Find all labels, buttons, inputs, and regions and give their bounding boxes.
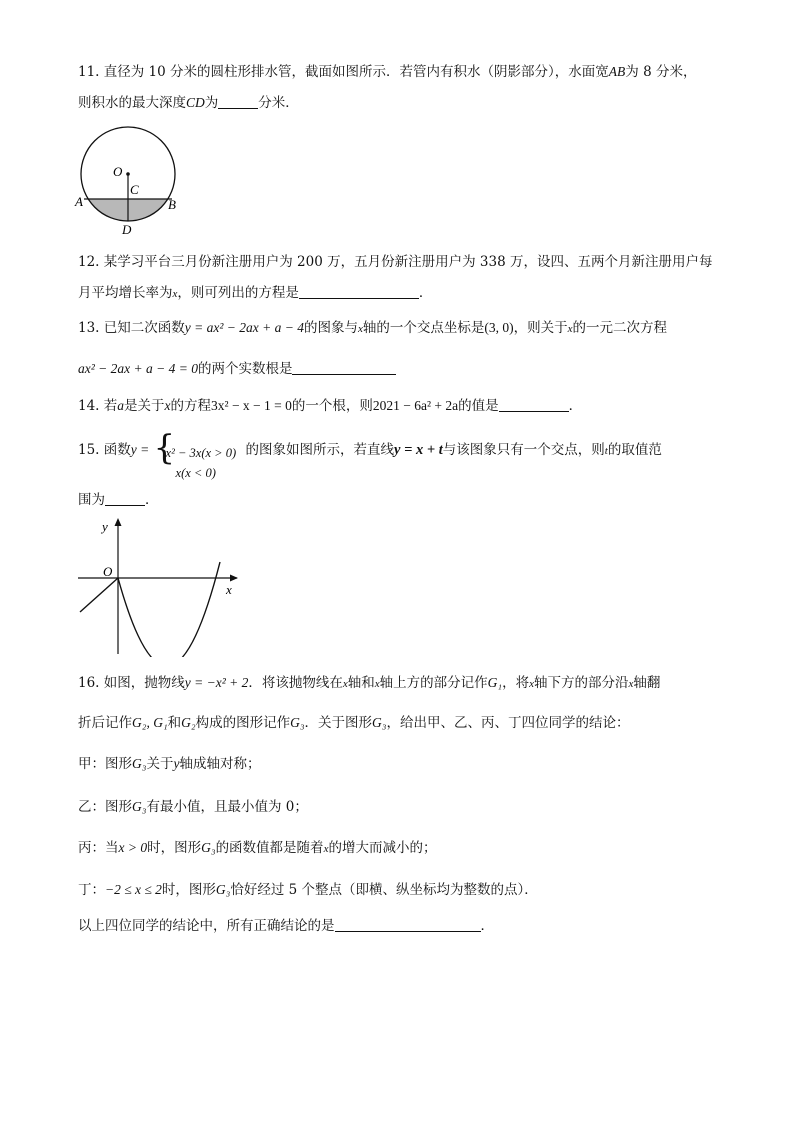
q16-final-line xyxy=(78,916,494,936)
label-x: x xyxy=(226,582,232,597)
q13-var-x-2: x xyxy=(567,323,573,335)
q16-text-1a: 16. 如图，抛物线 xyxy=(78,675,185,691)
q16-var-x-2: x xyxy=(374,678,380,690)
q11-text: 11. 直径为 10 分米的圆柱形排水管，截面如图所示．若管内有积水（阴影部分），水面宽 xyxy=(78,64,609,80)
q12-answer-blank[interactable] xyxy=(299,284,419,299)
q13-line-2 xyxy=(78,359,396,379)
q13-text-1c: 轴的一个交点坐标是 xyxy=(362,320,485,336)
label-d: D xyxy=(122,222,132,236)
yi-text-a: 乙：图形 xyxy=(78,799,132,815)
q11-var-cd: CD xyxy=(186,95,205,110)
q14-text-c: 的方程 xyxy=(170,398,212,414)
q15-piecewise xyxy=(153,427,246,480)
yi-g3: G₃ xyxy=(132,799,147,814)
piecewise-brace: { xyxy=(153,427,176,468)
bing-condition: x > 0 xyxy=(118,840,148,855)
q13-text-1a: 13. 已知二次函数 xyxy=(78,320,185,336)
q13-point: (3, 0) xyxy=(484,320,514,335)
q16-var-x-1: x xyxy=(342,678,348,690)
q16-var-x-3: x xyxy=(529,678,535,690)
yi-text-b: 有最小值，且最小值为 0； xyxy=(146,799,308,815)
q16-g3: G₃ xyxy=(290,715,305,730)
q15-var-t: t xyxy=(604,445,608,457)
q12-var-x: x xyxy=(172,288,178,300)
q12-text-2b: ，则可列出的方程是 xyxy=(177,285,299,301)
q16-final-text: 以上四位同学的结论中，所有正确结论的是 xyxy=(78,918,335,934)
y-axis-arrow xyxy=(115,518,122,526)
ding-text-b: 时，图形 xyxy=(161,882,216,898)
bing-text-c: 的函数值都是随着 xyxy=(215,840,324,856)
jia-text-c: 轴成轴对称； xyxy=(179,756,261,772)
q11-pipe-figure xyxy=(72,124,187,236)
q11-var-ab: AB xyxy=(608,64,626,79)
q14-text-e: 的值是 xyxy=(458,398,499,414)
q15-line-equation: y = x + t xyxy=(394,442,443,458)
q15-text-2a: 围为 xyxy=(78,492,105,508)
q11-answer-blank[interactable] xyxy=(218,94,258,109)
q15-graph-figure xyxy=(72,512,247,657)
q11-line-1 xyxy=(78,62,696,82)
q16-final-period: ． xyxy=(480,918,494,934)
q16-statement-yi xyxy=(78,797,308,817)
q13-text-1b: 的图象与 xyxy=(303,320,358,336)
q16-line-1 xyxy=(78,673,660,694)
q14-text-b: 是关于 xyxy=(124,398,165,414)
ding-g3: G₃ xyxy=(215,882,231,897)
q13-line-1 xyxy=(78,318,667,339)
q16-line-2 xyxy=(78,713,630,733)
bing-g3: G₃ xyxy=(201,840,216,855)
label-o: O xyxy=(113,164,123,179)
piece-positive: x² − 3x(x > 0) xyxy=(165,445,237,460)
q16-text-2d: ．关于图形 xyxy=(304,715,373,731)
q15-text-1a: 15. 函数 xyxy=(78,442,131,458)
q13-text-2b: 的两个实数根是 xyxy=(197,361,293,377)
q16-statement-ding xyxy=(78,880,538,900)
label-b: B xyxy=(168,197,176,212)
q16-text-1f: 轴下方的部分沿 xyxy=(534,675,629,691)
q12-text-2c: ． xyxy=(418,285,433,301)
q16-text-1b: ．将该抛物线在 xyxy=(248,675,343,691)
q14-expression: 2021 − 6a² + 2a xyxy=(372,398,459,413)
q13-answer-blank[interactable] xyxy=(292,360,396,375)
q16-text-2b: 和 xyxy=(167,715,182,731)
parabola-branch xyxy=(118,562,220,657)
q14-var-x: x xyxy=(164,398,171,413)
q11-text-tail: 为 8 分米， xyxy=(625,64,697,80)
q11-text-2b: 为 xyxy=(204,95,219,111)
q16-text-2e: ，给出甲、乙、丙、丁四位同学的结论： xyxy=(386,715,630,731)
q16-text-1c: 轴和 xyxy=(347,675,375,691)
q15-text-1d: 的取值范 xyxy=(607,442,662,458)
q16-var-x-4: x xyxy=(628,678,634,690)
ding-condition: −2 ≤ x ≤ 2 xyxy=(105,882,162,897)
jia-var-y: y xyxy=(173,756,180,771)
q14-line xyxy=(78,396,582,416)
q14-answer-blank[interactable] xyxy=(499,397,569,412)
q14-equation: 3x² − x − 1 = 0 xyxy=(211,398,292,413)
q16-statement-bing xyxy=(78,838,436,859)
q15-text-2b: ． xyxy=(145,492,159,508)
q15-line-2 xyxy=(78,490,159,510)
q13-text-1d: ，则关于 xyxy=(513,320,568,336)
q13-equation: ax² − 2ax + a − 4 = 0 xyxy=(78,361,198,376)
piece-negative: x(x < 0) xyxy=(175,465,216,480)
q11-text-2a: 则积水的最大深度 xyxy=(78,95,186,111)
q13-var-x: x xyxy=(357,323,363,335)
q16-text-1d: 轴上方的部分记作 xyxy=(379,675,488,691)
q16-answer-blank[interactable] xyxy=(335,917,481,932)
q14-var-a: a xyxy=(117,398,125,413)
q15-line-1 xyxy=(78,427,662,480)
q16-g1: G₁ xyxy=(487,675,503,690)
q16-text-1g: 轴翻 xyxy=(633,675,661,691)
q12-text-2a: 月平均增长率为 xyxy=(78,285,173,301)
jia-text-b: 关于 xyxy=(146,756,174,772)
q11-text-2c: 分米． xyxy=(258,95,299,111)
q14-text-f: ． xyxy=(568,398,583,414)
q15-answer-blank[interactable] xyxy=(105,491,145,506)
bing-var-x: x xyxy=(323,843,329,855)
q13-text-1e: 的一元二次方程 xyxy=(572,320,668,336)
q11-line-2 xyxy=(78,93,299,113)
q14-text-a: 14. 若 xyxy=(78,398,118,414)
q16-g2-g1: G₂, G₁ xyxy=(132,715,168,730)
ding-text-a: 丁： xyxy=(78,882,105,898)
q14-text-d: 的一个根，则 xyxy=(291,398,373,414)
q15-text-1b: 的图象如图所示，若直线 xyxy=(245,442,395,458)
q15-text-1c: 与该图象只有一个交点，则 xyxy=(442,442,605,458)
q12-line-2 xyxy=(78,283,432,304)
q16-g3-2: G₃ xyxy=(372,715,387,730)
ding-text-c: 恰好经过 5 个整点（即横、纵坐标均为整数的点）． xyxy=(230,882,538,898)
center-point xyxy=(126,172,130,176)
jia-text-a: 甲：图形 xyxy=(78,756,132,772)
q16-text-2a: 折后记作 xyxy=(78,715,132,731)
bing-text-a: 丙：当 xyxy=(78,840,119,856)
label-c: C xyxy=(130,182,139,197)
q12-text: 12. 某学习平台三月份新注册用户为 200 万，五月份新注册用户为 338 万，设四、五两个月新注册用户每 xyxy=(78,254,713,270)
q13-function: y = ax² − 2ax + a − 4 xyxy=(184,320,304,335)
bing-text-b: 时，图形 xyxy=(147,840,202,856)
label-origin: O xyxy=(103,564,113,579)
line-branch xyxy=(80,578,118,612)
bing-text-d: 的增大而减小的； xyxy=(328,840,437,856)
q16-g2: G₂ xyxy=(181,715,196,730)
q12-line-1 xyxy=(78,252,712,272)
jia-g3: G₃ xyxy=(132,756,147,771)
q16-text-1e: ，将 xyxy=(502,675,530,691)
q16-statement-jia xyxy=(78,754,260,774)
q16-text-2c: 构成的图形记作 xyxy=(195,715,291,731)
x-axis-arrow xyxy=(230,575,238,582)
q15-y-equals: y = xyxy=(130,442,150,457)
q16-function: y = −x² + 2 xyxy=(184,675,249,690)
label-y: y xyxy=(102,519,108,534)
label-a: A xyxy=(75,194,83,209)
